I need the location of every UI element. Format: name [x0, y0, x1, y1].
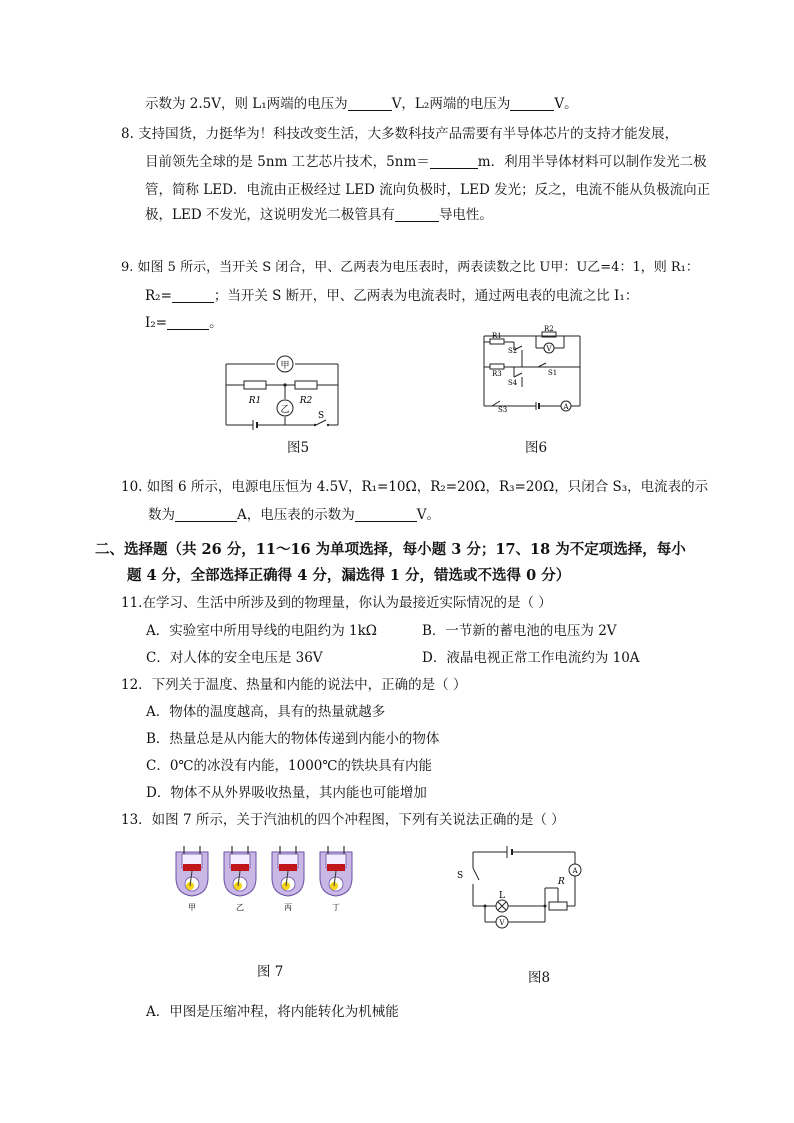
blank[interactable]: [348, 96, 392, 111]
r1-label: R1: [248, 396, 262, 406]
section-2-header-cont: 题 4 分，全部选择正确得 4 分，漏选得 1 分，错选或不选得 0 分）: [127, 567, 571, 584]
blank[interactable]: [395, 207, 439, 222]
figure-7-caption: 图 7: [257, 964, 284, 980]
q12-option-b[interactable]: B．热量总是从内能大的物体传递到内能小的物体: [146, 731, 440, 747]
ammeter-label: A: [572, 867, 578, 875]
s1-label: S1: [548, 369, 558, 377]
figure-5-circuit: [220, 350, 345, 432]
q11-option-c[interactable]: C．对人体的安全电压是 36V: [146, 650, 323, 666]
meter-yi-label: 乙: [280, 405, 290, 415]
q8-text-d: 导电性。: [438, 207, 493, 223]
blank[interactable]: [510, 96, 554, 111]
engine-cylinder: [176, 846, 208, 896]
q8-line-2: [145, 152, 707, 172]
q10-text-b: A，电压表的示数为: [237, 507, 355, 523]
s3-label: S3: [498, 406, 508, 413]
q9-text-c: I₂=: [145, 315, 168, 331]
r2-label: R2: [544, 325, 554, 333]
q8-line-4: [145, 205, 493, 225]
figure-8-circuit: [455, 840, 590, 940]
figure-6-circuit: [478, 325, 586, 413]
q9-text-b: ；当开关 S 断开，甲、乙两表为电流表时，通过两电表的电流之比 I₁：: [213, 288, 639, 304]
q13-option-a[interactable]: A．甲图是压缩冲程，将内能转化为机械能: [146, 1004, 399, 1020]
q7-text-a: 示数为 2.5V，则 L₁两端的电压为: [145, 96, 348, 112]
q10-text-a: 数为: [148, 507, 175, 523]
switch-label: S: [457, 871, 464, 881]
q8-line-1: 8. 支持国货，力挺华为！科技改变生活，大多数科技产品需要有半导体芯片的支持才能发展，: [121, 126, 679, 142]
r2-label: R2: [299, 396, 313, 406]
voltmeter-label: V: [499, 919, 505, 927]
q11-stem: 11.在学习、生活中所涉及到的物理量，你认为最接近实际情况的是（ ）: [121, 595, 552, 611]
figure-6-caption: 图6: [525, 440, 548, 456]
resistor-label: R: [558, 877, 565, 887]
stroke-label-ding: 丁: [332, 903, 340, 912]
meter-jia-label: 甲: [280, 361, 290, 371]
voltmeter-label: V: [546, 345, 552, 353]
q11-option-b[interactable]: B．一节新的蓄电池的电压为 2V: [422, 623, 617, 639]
q8-text-b: m．利用半导体材料可以制作发光二极: [477, 154, 707, 170]
q11-option-a[interactable]: A．实验室中所用导线的电阻约为 1kΩ: [146, 623, 378, 639]
blank[interactable]: [172, 288, 214, 303]
figure-7-engine-strokes: [170, 842, 370, 922]
q9-line-2: [145, 286, 638, 306]
blank[interactable]: [175, 507, 237, 522]
q12-option-c[interactable]: C．0℃的冰没有内能，1000℃的铁块具有内能: [146, 758, 432, 774]
stroke-label-jia: 甲: [188, 903, 196, 912]
figure-8-caption: 图8: [528, 970, 551, 986]
q8-line-3: 管，简称 LED．电流由正极经过 LED 流向负极时，LED 发光；反之，电流不能从负极流向正: [145, 182, 711, 198]
q7-continuation: [145, 94, 578, 114]
ammeter-label: A: [563, 403, 569, 411]
q9-text-d: 。: [209, 315, 223, 331]
figure-5-caption: 图5: [287, 440, 310, 456]
q12-stem: 12．下列关于温度、热量和内能的说法中，正确的是（ ）: [121, 677, 467, 693]
blank[interactable]: [167, 315, 209, 330]
q13-stem: 13．如图 7 所示，关于汽油机的四个冲程图，下列有关说法正确的是（ ）: [121, 812, 565, 828]
q7-text-c: V。: [554, 96, 578, 112]
q10-text-c: V。: [416, 507, 440, 523]
blank[interactable]: [430, 154, 478, 169]
q11-option-d[interactable]: D．液晶电视正常工作电流约为 10A: [422, 650, 640, 666]
stroke-label-yi: 乙: [236, 903, 244, 912]
r1-label: R1: [492, 332, 502, 340]
q8-text-a: 目前领先全球的是 5nm 工艺芯片技术，5nm＝: [145, 154, 430, 170]
q12-option-a[interactable]: A．物体的温度越高，具有的热量就越多: [146, 704, 386, 720]
q12-option-d[interactable]: D．物体不从外界吸收热量，其内能也可能增加: [146, 785, 427, 801]
q9-line-1: 9. 如图 5 所示，当开关 S 闭合，甲、乙两表为电压表时，两表读数之比 U甲：U乙=4：1，则 R₁：: [121, 260, 699, 275]
q9-text-a: R₂=: [145, 288, 172, 304]
switch-label: S: [318, 411, 325, 421]
r3-label: R3: [492, 370, 502, 378]
stroke-label-bing: 丙: [284, 903, 292, 912]
s2-label: S2: [508, 347, 518, 355]
q7-text-b: V，L₂两端的电压为: [391, 96, 511, 112]
q10-line-2: [148, 505, 440, 525]
s4-label: S4: [508, 379, 518, 387]
blank[interactable]: [355, 507, 417, 522]
q9-line-3: [145, 313, 223, 333]
lamp-label: L: [499, 891, 505, 901]
q8-text-c: 极，LED 不发光，这说明发光二极管具有: [145, 207, 395, 223]
q10-line-1: 10. 如图 6 所示，电源电压恒为 4.5V，R₁=10Ω，R₂=20Ω，R₃=20Ω，只闭合 S₃，电流表的示: [121, 479, 709, 495]
section-2-header: 二、选择题（共 26 分，11～16 为单项选择，每小题 3 分；17、18 为不定项选择，每小: [95, 541, 686, 558]
